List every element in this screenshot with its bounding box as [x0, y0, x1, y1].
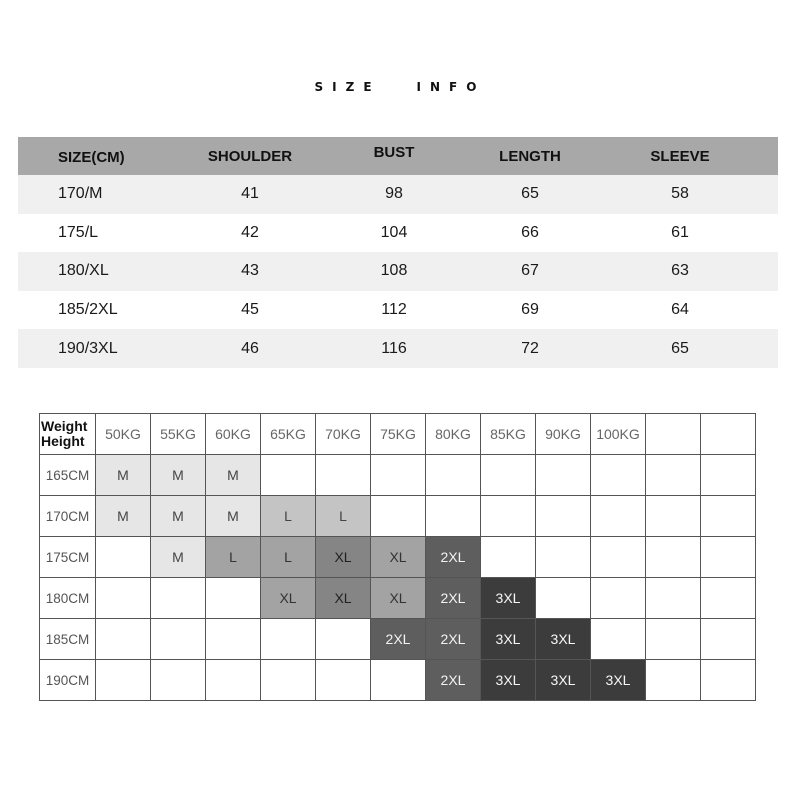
- size-cell: [646, 455, 701, 496]
- weight-header: 85KG: [481, 414, 536, 455]
- header-shoulder: SHOULDER: [207, 147, 293, 165]
- row-sleeve: 58: [671, 185, 689, 203]
- height-label: 180CM: [40, 578, 96, 619]
- size-cell: [646, 578, 701, 619]
- header-bust: BUST: [373, 143, 415, 161]
- size-cell: [591, 619, 646, 660]
- size-cell: [206, 619, 261, 660]
- size-cell: [151, 619, 206, 660]
- corner-label: [40, 414, 96, 455]
- size-cell: [701, 660, 756, 701]
- size-cell: 3XL: [536, 619, 591, 660]
- row-length: 72: [521, 339, 539, 357]
- row-bust: 116: [381, 339, 407, 357]
- weight-header-row: [40, 414, 756, 455]
- size-cell: [591, 578, 646, 619]
- size-info-table: [18, 137, 778, 368]
- table-row: [18, 329, 778, 368]
- weight-header: 90KG: [536, 414, 591, 455]
- size-cell: [536, 578, 591, 619]
- title-word-info: INFO: [416, 80, 486, 94]
- weight-header: 75KG: [371, 414, 426, 455]
- size-cell: 2XL: [426, 578, 481, 619]
- size-cell: M: [206, 455, 261, 496]
- row-length: 69: [521, 301, 539, 319]
- size-cell: [536, 455, 591, 496]
- size-cell: M: [206, 496, 261, 537]
- size-cell: L: [206, 537, 261, 578]
- weight-header: 50KG: [96, 414, 151, 455]
- size-cell: [591, 455, 646, 496]
- table-row: [18, 214, 778, 253]
- page-title: [0, 80, 800, 94]
- size-cell: [206, 660, 261, 701]
- row-length: 65: [521, 185, 539, 203]
- row-bust: 98: [385, 185, 403, 203]
- row-sleeve: 63: [671, 262, 689, 280]
- size-table-header: [18, 137, 778, 175]
- row-bust: 108: [380, 262, 408, 280]
- height-label: 175CM: [40, 537, 96, 578]
- row-sleeve: 64: [671, 301, 689, 319]
- size-cell: [701, 496, 756, 537]
- size-cell: M: [96, 496, 151, 537]
- row-length: 66: [521, 223, 539, 241]
- size-cell: [371, 455, 426, 496]
- size-cell: [701, 578, 756, 619]
- row-size: 190/3XL: [58, 339, 118, 357]
- size-cell: [316, 619, 371, 660]
- table-row: [18, 291, 778, 330]
- size-cell: [591, 496, 646, 537]
- size-cell: XL: [261, 578, 316, 619]
- row-shoulder: 41: [241, 185, 259, 203]
- size-cell: [701, 537, 756, 578]
- height-label: 190CM: [40, 660, 96, 701]
- height-label: 185CM: [40, 619, 96, 660]
- weight-header: 55KG: [151, 414, 206, 455]
- size-cell: 3XL: [591, 660, 646, 701]
- size-cell: L: [316, 496, 371, 537]
- size-cell: XL: [371, 537, 426, 578]
- size-cell: XL: [371, 578, 426, 619]
- row-shoulder: 46: [241, 339, 259, 357]
- header-length: LENGTH: [499, 147, 561, 165]
- size-cell: [536, 537, 591, 578]
- size-cell: [261, 455, 316, 496]
- size-cell: 3XL: [481, 660, 536, 701]
- height-label: 170CM: [40, 496, 96, 537]
- row-bust: 112: [381, 301, 407, 319]
- row-bust: 104: [380, 223, 408, 241]
- row-sleeve: 61: [671, 223, 689, 241]
- size-cell: [426, 496, 481, 537]
- size-cell: [151, 578, 206, 619]
- table-row: [40, 619, 756, 660]
- size-cell: M: [96, 455, 151, 496]
- size-cell: M: [151, 455, 206, 496]
- size-cell: 3XL: [481, 578, 536, 619]
- size-cell: [701, 455, 756, 496]
- size-cell: XL: [316, 578, 371, 619]
- size-cell: [261, 660, 316, 701]
- table-row: [18, 175, 778, 214]
- header-sleeve: SLEEVE: [650, 147, 710, 165]
- table-row: [40, 578, 756, 619]
- size-cell: [701, 619, 756, 660]
- size-cell: XL: [316, 537, 371, 578]
- weight-header: 60KG: [206, 414, 261, 455]
- size-cell: [151, 660, 206, 701]
- row-shoulder: 42: [241, 223, 259, 241]
- size-cell: [646, 537, 701, 578]
- weight-header: 70KG: [316, 414, 371, 455]
- corner-height-label: Height: [41, 433, 85, 449]
- size-cell: [646, 619, 701, 660]
- size-cell: 2XL: [371, 619, 426, 660]
- row-shoulder: 43: [241, 262, 259, 280]
- size-cell: M: [151, 537, 206, 578]
- title-word-size: SIZE: [314, 80, 381, 94]
- size-cell: [481, 537, 536, 578]
- size-cell: [206, 578, 261, 619]
- table-row: [18, 252, 778, 291]
- corner-weight-label: Weight: [41, 418, 88, 434]
- weight-header: 100KG: [591, 414, 646, 455]
- size-cell: 2XL: [426, 660, 481, 701]
- size-cell: 2XL: [426, 537, 481, 578]
- row-length: 67: [521, 262, 539, 280]
- weight-header: [701, 414, 756, 455]
- row-size: 180/XL: [58, 262, 109, 280]
- weight-header: [646, 414, 701, 455]
- weight-header: 65KG: [261, 414, 316, 455]
- size-cell: [481, 455, 536, 496]
- size-cell: 3XL: [481, 619, 536, 660]
- row-shoulder: 45: [241, 301, 259, 319]
- size-cell: [426, 455, 481, 496]
- row-size: 170/M: [58, 185, 103, 203]
- table-row: [40, 496, 756, 537]
- size-cell: [536, 496, 591, 537]
- table-row: [40, 537, 756, 578]
- size-cell: [96, 619, 151, 660]
- row-size: 175/L: [58, 223, 99, 241]
- size-cell: 2XL: [426, 619, 481, 660]
- row-size: 185/2XL: [58, 301, 118, 319]
- height-weight-size-chart: [39, 413, 756, 701]
- weight-header: 80KG: [426, 414, 481, 455]
- size-cell: [371, 660, 426, 701]
- size-cell: M: [151, 496, 206, 537]
- header-size: SIZE(CM): [58, 148, 125, 166]
- size-cell: [96, 537, 151, 578]
- size-cell: [96, 660, 151, 701]
- size-cell: [316, 660, 371, 701]
- height-label: 165CM: [40, 455, 96, 496]
- size-cell: L: [261, 496, 316, 537]
- size-cell: [646, 660, 701, 701]
- size-cell: [481, 496, 536, 537]
- table-row: [40, 455, 756, 496]
- table-row: [40, 660, 756, 701]
- size-cell: [96, 578, 151, 619]
- size-cell: [261, 619, 316, 660]
- row-sleeve: 65: [671, 339, 689, 357]
- size-cell: 3XL: [536, 660, 591, 701]
- size-cell: [646, 496, 701, 537]
- size-cell: [371, 496, 426, 537]
- size-cell: [316, 455, 371, 496]
- size-cell: L: [261, 537, 316, 578]
- size-cell: [591, 537, 646, 578]
